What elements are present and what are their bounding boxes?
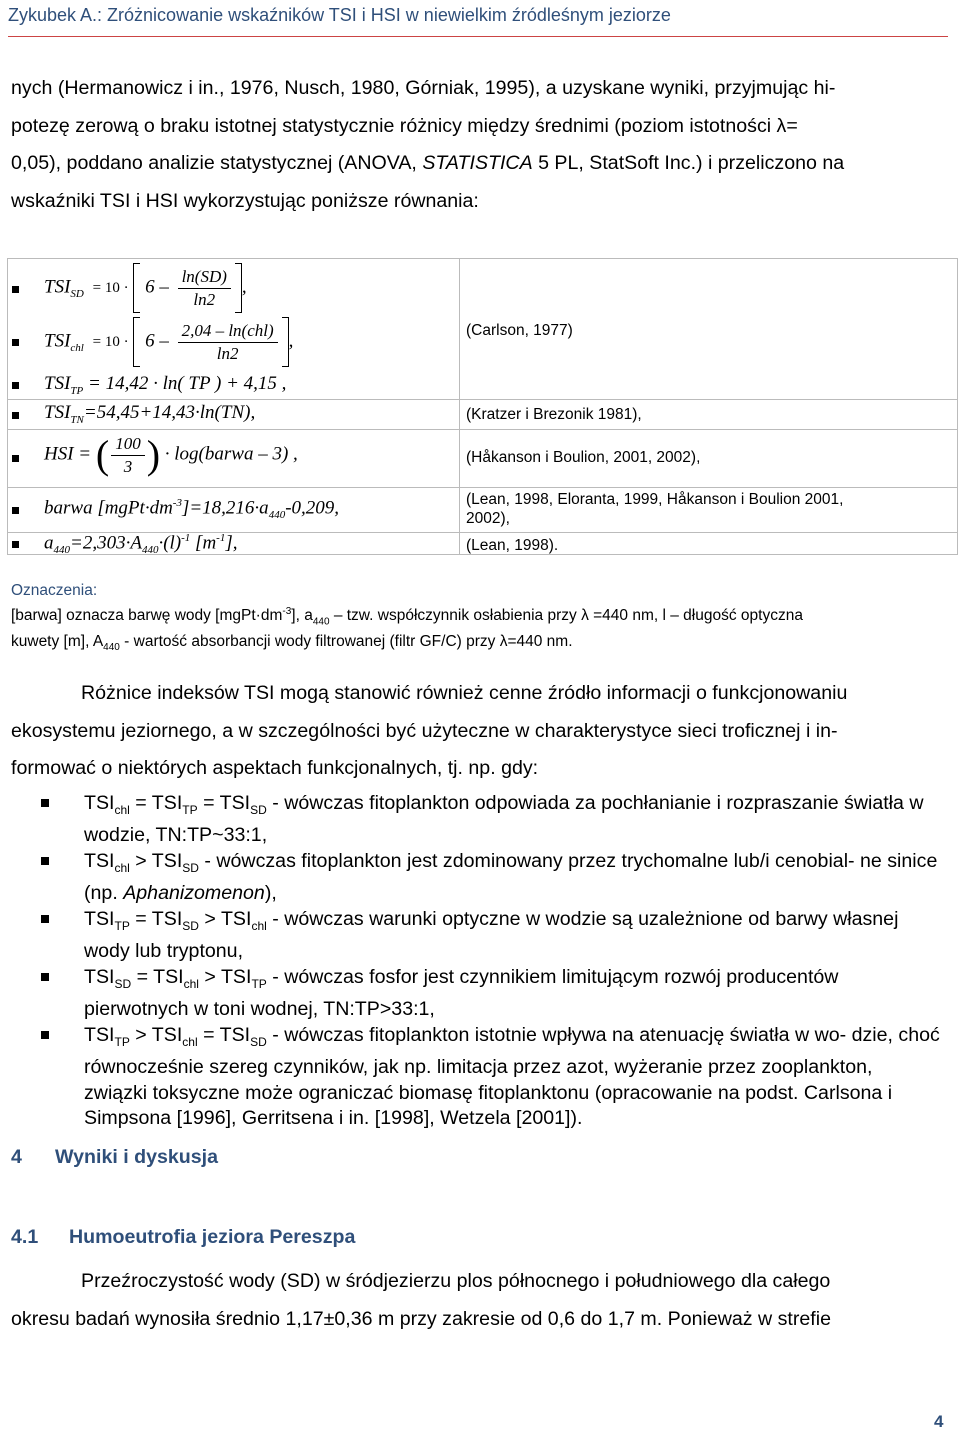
intro-line-4: wskaźniki TSI i HSI wykorzystując poniższe równania: bbox=[11, 189, 479, 212]
bullet-icon bbox=[12, 286, 19, 293]
notes-text bbox=[11, 602, 941, 657]
page-number: 4 bbox=[934, 1412, 944, 1431]
list-item: $TSI_{SD} = TSI_{chl} > TSI_{TP}$ - wówczas fosfor jest czynnikiem limitującym rozwój producentów pierwotnych w toni wodnej, TN:TP>33:1, bbox=[36, 965, 941, 1023]
reference-lean: (Lean, 1998). bbox=[466, 537, 559, 554]
bullet-icon bbox=[41, 857, 49, 865]
paragraph-tsi-differences bbox=[11, 675, 936, 788]
reference-hakanson: (Håkanson i Boulion, 2001, 2002), bbox=[466, 449, 701, 466]
list-item: $TSI_{chl} = TSI_{TP} = TSI_{SD}$ - wówczas fitoplankton odpowiada za pochłanianie i rozpraszanie światła w wodzie, TN:TP~33:1, bbox=[36, 791, 941, 849]
intro-line-3: 0,05), poddano analizie statystycznej (ANOVA, STATISTICA 5 PL, StatSoft Inc.) i przeliczono na bbox=[11, 152, 845, 174]
bullet-icon bbox=[41, 915, 49, 923]
bullet-icon bbox=[12, 382, 19, 389]
paragraph-transparency bbox=[11, 1263, 936, 1338]
bullet-icon bbox=[41, 799, 49, 807]
table-divider bbox=[459, 259, 460, 554]
para3-line-2: okresu badań wynosiła średnio 1,17±0,36 m przy zakresie od 0,6 do 1,7 m. Ponieważ w strefie bbox=[11, 1307, 831, 1330]
list-item: $TSI_{TP} > TSI_{chl} = TSI_{SD}$ - wówczas fitoplankton istotnie wpływa na atenuację światła w wo- dzie, choć równocześnie szereg czynników, jak np. limitacja przez azot, wyżeranie przez zooplankton, związki toksyczne może ograniczać biomasę fitoplanktonu (opracowanie na podst. Carlsona i Simpsona [1996], Gerritsena i in. [1998], Wetzela [2001]). bbox=[36, 1023, 941, 1132]
notes-line-1: [barwa] oznacza barwę wody $[mgPt\cdot dm^{-3}]$, $a_{440}$ – tzw. współczynnik osłabienia przy λ =440 nm, l – długość optyczna bbox=[11, 606, 803, 628]
section-heading-4: 4 Wyniki i dyskusja bbox=[11, 1146, 218, 1168]
table-row-line bbox=[8, 399, 957, 400]
equation-tsi-tp: $TSI_{TP} = 14,42 \cdot \ln$( TP ) + 4,15 , bbox=[44, 373, 287, 397]
notes-title: Oznaczenia: bbox=[11, 582, 98, 599]
para3-line-1: Przeźroczystość wody (SD) w śródjezierzu plos północnego i południowego dla całego bbox=[81, 1270, 831, 1292]
equation-hsi: HSI = ( $\frac{100}{3}$ ) · log(barwa – 3) , bbox=[44, 432, 298, 477]
bullet-icon bbox=[12, 455, 19, 462]
equations-table bbox=[7, 258, 958, 555]
bullet-icon bbox=[12, 339, 19, 346]
list-item: $TSI_{TP} = TSI_{SD} > TSI_{chl}$ - wówczas warunki optyczne w wodzie są uzależnione od barwy własnej wody lub tryptonu, bbox=[36, 907, 941, 965]
reference-lean-eloranta: (Lean, 1998, Eloranta, 1999, Håkanson i Boulion 2001, 2002), bbox=[466, 491, 844, 527]
intro-line-1: nych (Hermanowicz i in., 1976, Nusch, 1980, Górniak, 1995), a uzyskane wyniki, przyjmując hi- bbox=[11, 77, 836, 99]
intro-line-2: potezę zerową o braku istotnej statystycznie różnicy między średnimi (poziom istotności λ= bbox=[11, 114, 798, 137]
equation-tsi-sd: $TSI_{SD} = 10 \cdot 6$ – $\frac{\ln(SD)}{\ln 2}$ , bbox=[44, 263, 247, 313]
section-heading-4-1: 4.1 Humoeutrofia jeziora Pereszpa bbox=[11, 1226, 356, 1248]
running-header: Zykubek A.: Zróżnicowanie wskaźników TSI i HSI w niewielkim źródleśnym jeziorze bbox=[8, 5, 671, 25]
equation-tsi-chl: $TSI_{chl} = 10 \cdot 6$ – $\frac{\text{2,04 – ln(chl)}}{\ln 2}$ , bbox=[44, 317, 293, 367]
bullet-icon bbox=[41, 973, 49, 981]
reference-carlson: (Carlson, 1977) bbox=[466, 322, 573, 339]
notes-line-2: kuwety [m], $A_{440}$ - wartość absorbancji wody filtrowanej (filtr GF/C) przy λ=440 nm. bbox=[11, 632, 573, 653]
para2-line-3: formować o niektórych aspektach funkcjonalnych, tj. np. gdy: bbox=[11, 757, 539, 779]
table-row-line bbox=[8, 429, 957, 430]
tsi-conditions-list bbox=[36, 791, 941, 1132]
equation-tsi-tn: $TSI_{TN}=54,45+14,43\cdot\ln(TN)$, bbox=[44, 402, 256, 426]
para2-line-2: ekosystemu jeziornego, a w szczególności być użyteczne w charakterystyce sieci troficznej i in- bbox=[11, 719, 838, 742]
reference-kratzer: (Kratzer i Brezonik 1981), bbox=[466, 406, 642, 423]
para2-line-1: Różnice indeksów TSI mogą stanowić również cenne źródło informacji o funkcjonowaniu bbox=[81, 682, 848, 704]
bullet-icon bbox=[12, 507, 19, 514]
equation-a440: $a_{440}=2,303\cdot A_{440}\cdot(l)^{-1}$ $[m^{-1}]$, bbox=[44, 532, 238, 557]
bullet-icon bbox=[41, 1031, 49, 1039]
equation-barwa: barwa $[mgPt\cdot dm^{-3}]=18,216\cdot a_{440}-0,209$, bbox=[44, 497, 340, 522]
intro-paragraph bbox=[11, 70, 936, 220]
header-rule bbox=[8, 36, 948, 37]
table-row-line bbox=[8, 487, 957, 488]
bullet-icon bbox=[12, 541, 19, 548]
bullet-icon bbox=[12, 412, 19, 419]
list-item: $TSI_{chl} > TSI_{SD}$ - wówczas fitoplankton jest zdominowany przez trychomalne lub/i cenobial- ne sinice (np. Aphanizomenon), bbox=[36, 849, 941, 907]
